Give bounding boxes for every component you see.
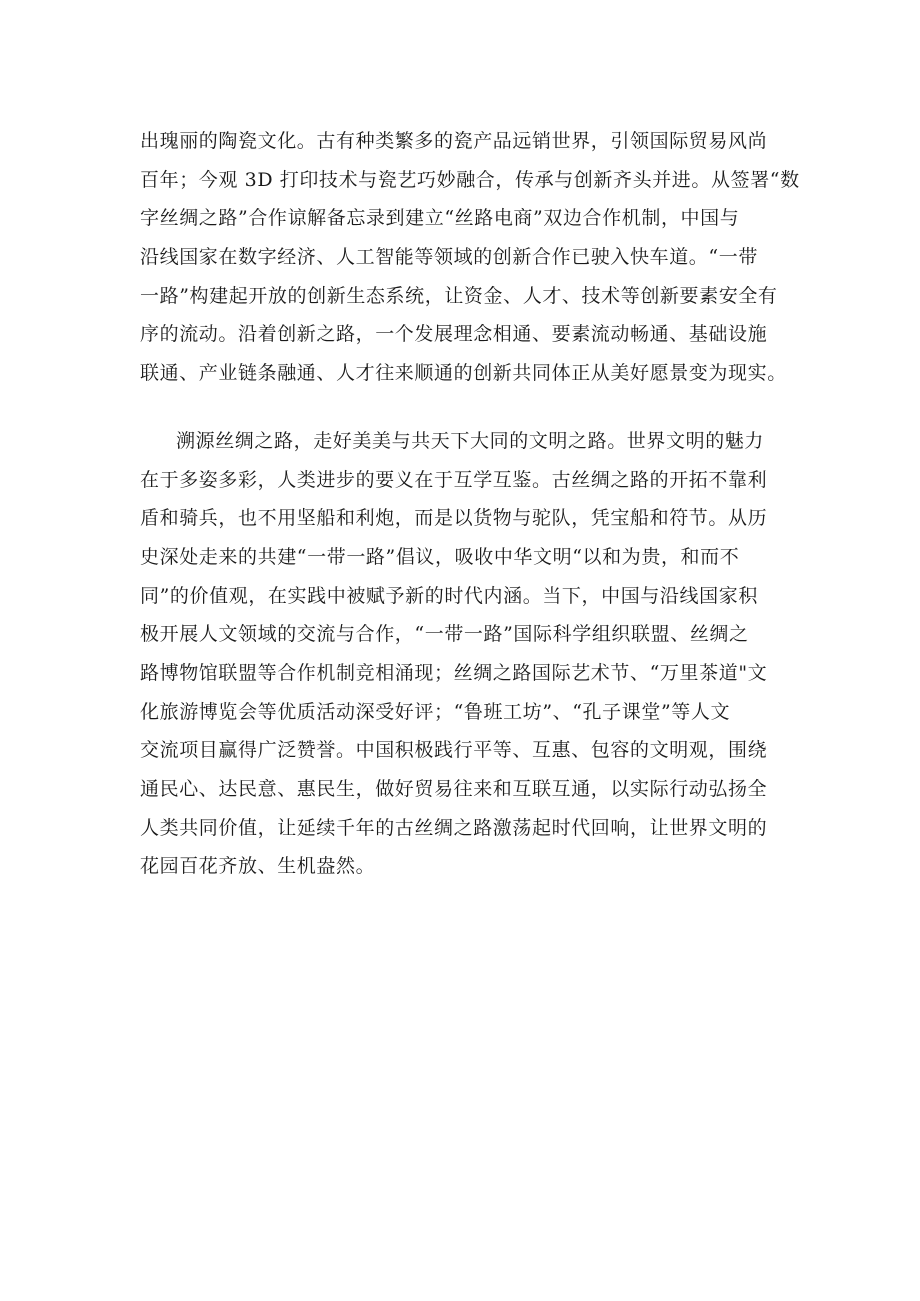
text-line: 沿线国家在数字经济、人工智能等领域的创新合作已驶入快车道。“一带 bbox=[140, 246, 758, 269]
text-line: 花园百花齐放、生机盎然。 bbox=[140, 855, 376, 878]
paragraph-spacer bbox=[140, 393, 790, 422]
text-line: 溯源丝绸之路，走好美美与共天下大同的文明之路。世界文明的魅力 bbox=[176, 429, 765, 452]
document-body bbox=[140, 122, 800, 886]
text-line: 出瑰丽的陶瓷文化。古有种类繁多的瓷产品远销世界，引领国际贸易风尚 bbox=[140, 130, 768, 152]
text-line: 通民心、达民意、惠民生，做好贸易往来和互联互通，以实际行动弘扬全 bbox=[140, 778, 768, 800]
text-line: 在于多姿多彩，人类进步的要义在于互学互鉴。古丝绸之路的开拓不靠利 bbox=[140, 468, 768, 491]
text-line: 化旅游博览会等优质活动深受好评；“鲁班工坊”、“孔子课堂”等人文 bbox=[140, 700, 731, 723]
text-line: 交流项目赢得广泛赞誉。中国积极践行平等、互惠、包容的文明观，围绕 bbox=[140, 739, 768, 762]
text-line: 百年；今观 3D 打印技术与瓷艺巧妙融合，传承与创新齐头并进。从签署“数 bbox=[140, 168, 800, 191]
text-line: 同”的价值观，在实践中被赋予新的时代内涵。当下，中国与沿线国家积 bbox=[140, 584, 758, 607]
text-line: 人类共同价值，让延续千年的古丝绸之路激荡起时代回响，让世界文明的 bbox=[140, 816, 768, 839]
paragraph-civilization bbox=[140, 422, 790, 886]
paragraph-innovation bbox=[140, 122, 800, 393]
text-line: 序的流动。沿着创新之路，一个发展理念相通、要素流动畅通、基础设施 bbox=[140, 323, 768, 346]
text-line: 史深处走来的共建“一带一路”倡议，吸收中华文明“以和为贵，和而不 bbox=[140, 545, 740, 568]
text-line: 联通、产业链条融通、人才往来顺通的创新共同体正从美好愿景变为现实。 bbox=[140, 362, 787, 385]
text-line: 极开展人文领域的交流与合作，“一带一路”国际科学组织联盟、丝绸之 bbox=[140, 623, 749, 646]
text-line: 盾和骑兵，也不用坚船和利炮，而是以货物与驼队，凭宝船和符节。从历 bbox=[140, 507, 768, 530]
text-line: 一路”构建起开放的创新生态系统，让资金、人才、技术等创新要素安全有 bbox=[140, 284, 778, 307]
text-line: 字丝绸之路”合作谅解备忘录到建立“丝路电商”双边合作机制，中国与 bbox=[140, 207, 740, 230]
text-line: 路博物馆联盟等合作机制竞相涌现；丝绸之路国际艺术节、“万里茶道"文 bbox=[140, 661, 768, 684]
